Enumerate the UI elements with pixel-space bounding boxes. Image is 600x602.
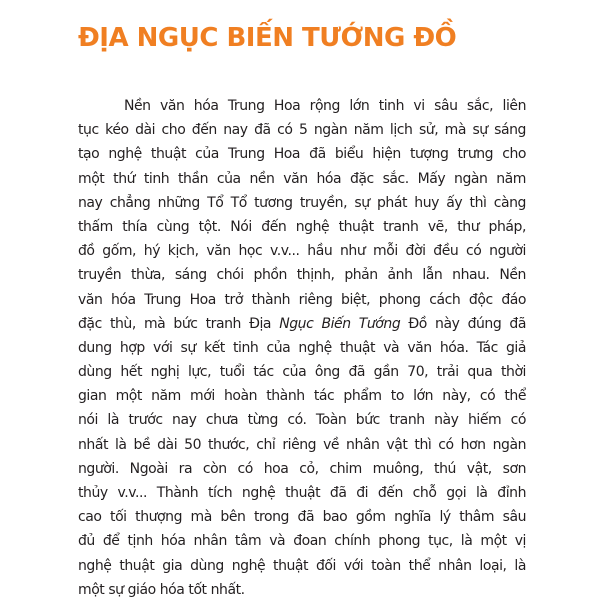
text-line xyxy=(78,554,526,578)
page-title: ĐỊA NGỤC BIẾN TƯỚNG ĐỒ xyxy=(78,23,457,53)
text-line xyxy=(78,360,526,384)
text-line xyxy=(78,239,526,263)
text-line xyxy=(78,215,526,239)
text-line xyxy=(78,408,526,432)
text-segment: nay chẳng những Tổ Tổ tương truyền, sự phát huy ấy thì càng xyxy=(78,194,526,211)
text-line xyxy=(78,288,526,312)
text-segment: nhất là bề dài 50 thước, chỉ riêng về nhân vật thì có hơn ngàn xyxy=(78,436,526,453)
text-segment: dùng hết nghị lực, tuổi tác của ông đã gần 70, trải qua thời xyxy=(78,364,526,381)
text-line xyxy=(78,167,526,191)
text-segment: văn hóa Trung Hoa trở thành riêng biệt, phong cách độc đáo xyxy=(78,291,526,308)
text-line xyxy=(78,384,526,408)
text-segment: một sự giáo hóa tốt nhất. xyxy=(78,581,245,598)
text-segment: cao tối thượng mà bên trong đã bao gồm nghĩa lý thâm sâu xyxy=(78,509,526,526)
text-segment: dung hợp với sự kết tinh của nghệ thuật và văn hóa. Tác giả xyxy=(78,339,526,356)
text-segment: nghệ thuật gia dùng nghệ thuật đối với toàn thể nhân loại, là xyxy=(78,557,526,574)
text-line xyxy=(78,481,526,505)
text-line xyxy=(78,142,526,166)
text-segment: đồ gốm, hý kịch, văn học v.v... hầu như mỗi đời đều có người xyxy=(78,243,526,260)
text-line xyxy=(78,505,526,529)
text-line xyxy=(78,578,526,602)
text-segment: người. Ngoài ra còn có hoa cỏ, chim muông, thú vật, sơn xyxy=(78,460,526,477)
text-line xyxy=(78,191,526,215)
text-segment: thấm thía cùng tột. Nói đến nghệ thuật tranh vẽ, thư pháp, xyxy=(78,218,526,235)
text-segment: tục kéo dài cho đến nay đã có 5 ngàn năm lịch sử, mà sự sáng xyxy=(78,122,526,139)
text-segment: gian một năm mới hoàn thành tác phẩm to lớn này, có thể xyxy=(78,388,526,405)
text-line xyxy=(78,336,526,360)
text-segment: truyền thừa, sáng chói phồn thịnh, phản ảnh lẫn nhau. Nền xyxy=(78,267,526,284)
body-paragraph xyxy=(78,94,526,602)
text-line xyxy=(78,94,526,118)
text-line xyxy=(78,433,526,457)
italic-text: Ngục Biến Tướng xyxy=(279,315,401,332)
text-segment: đủ để tịnh hóa nhân tâm và đoan chính phong tục, là một vị xyxy=(78,533,526,550)
text-line xyxy=(78,312,526,336)
text-segment: thủy v.v... Thành tích nghệ thuật đã đi đến chỗ gọi là đỉnh xyxy=(78,485,526,501)
text-segment: Đồ này đúng đã xyxy=(400,315,526,332)
text-segment: Nền văn hóa Trung Hoa rộng lớn tinh vi sâu sắc, liên xyxy=(124,98,526,114)
text-line xyxy=(78,263,526,287)
text-segment: nói là trước nay chưa từng có. Toàn bức tranh này hiếm có xyxy=(78,412,526,429)
text-segment: đặc thù, mà bức tranh Địa xyxy=(78,315,280,332)
text-line xyxy=(78,457,526,481)
text-segment: tạo nghệ thuật của Trung Hoa đã biểu hiện tượng trưng cho xyxy=(78,146,526,163)
text-segment: một thứ tinh thần của nền văn hóa đặc sắc. Mấy ngàn năm xyxy=(78,170,526,187)
text-line xyxy=(78,118,526,142)
text-line xyxy=(78,529,526,553)
